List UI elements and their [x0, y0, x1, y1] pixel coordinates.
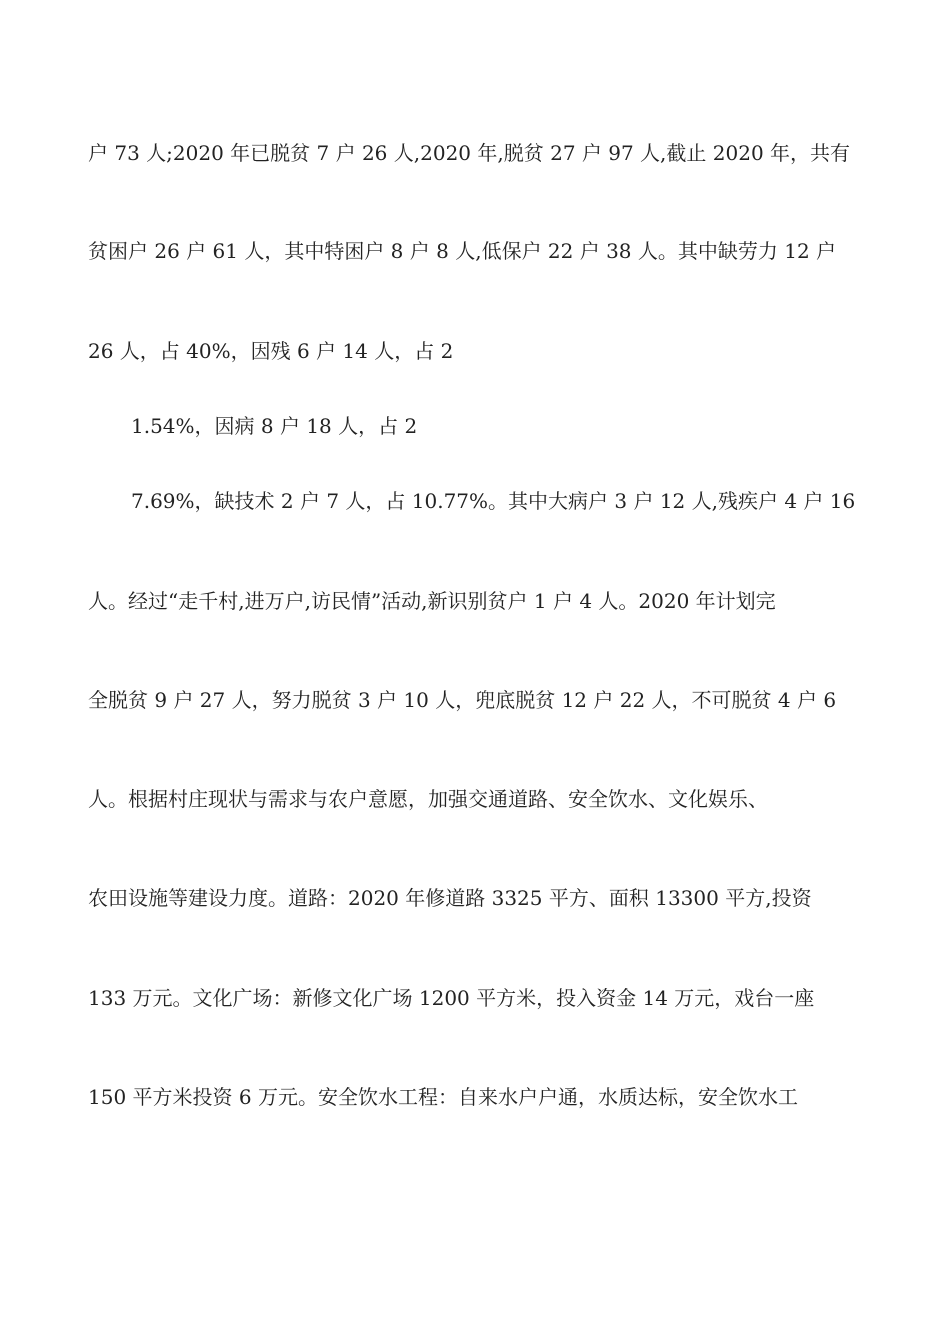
- text-line-1: 户 73 人;2020 年已脱贫 7 户 26 人,2020 年,脱贫 27 户 97 人,截止 2020 年，共有: [88, 141, 851, 165]
- text-line-10: 133 万元。文化广场：新修文化广场 1200 平方米，投入资金 14 万元，戏台一座: [88, 986, 815, 1010]
- text-line-11: 150 平方米投资 6 万元。安全饮水工程：自来水户户通，水质达标，安全饮水工: [88, 1085, 798, 1109]
- text-line-7: 全脱贫 9 户 27 人，努力脱贫 3 户 10 人，兜底脱贫 12 户 22 人，不可脱贫 4 户 6: [88, 688, 837, 712]
- text-line-9: 农田设施等建设力度。道路：2020 年修道路 3325 平方、面积 13300 平方,投资: [88, 886, 812, 910]
- text-line-4: 1.54%，因病 8 户 18 人，占 2: [131, 414, 418, 438]
- text-line-3: 26 人，占 40%，因残 6 户 14 人，占 2: [88, 339, 454, 363]
- text-line-6: 人。经过“走千村,进万户,访民情”活动,新识别贫户 1 户 4 人。2020 年计划完: [88, 589, 776, 613]
- text-line-5: 7.69%，缺技术 2 户 7 人，占 10.77%。其中大病户 3 户 12 人,残疾户 4 户 16: [131, 489, 856, 513]
- text-line-8: 人。根据村庄现状与需求与农户意愿，加强交通道路、安全饮水、文化娱乐、: [88, 787, 768, 811]
- text-line-2: 贫困户 26 户 61 人，其中特困户 8 户 8 人,低保户 22 户 38 人。其中缺劳力 12 户: [88, 239, 837, 263]
